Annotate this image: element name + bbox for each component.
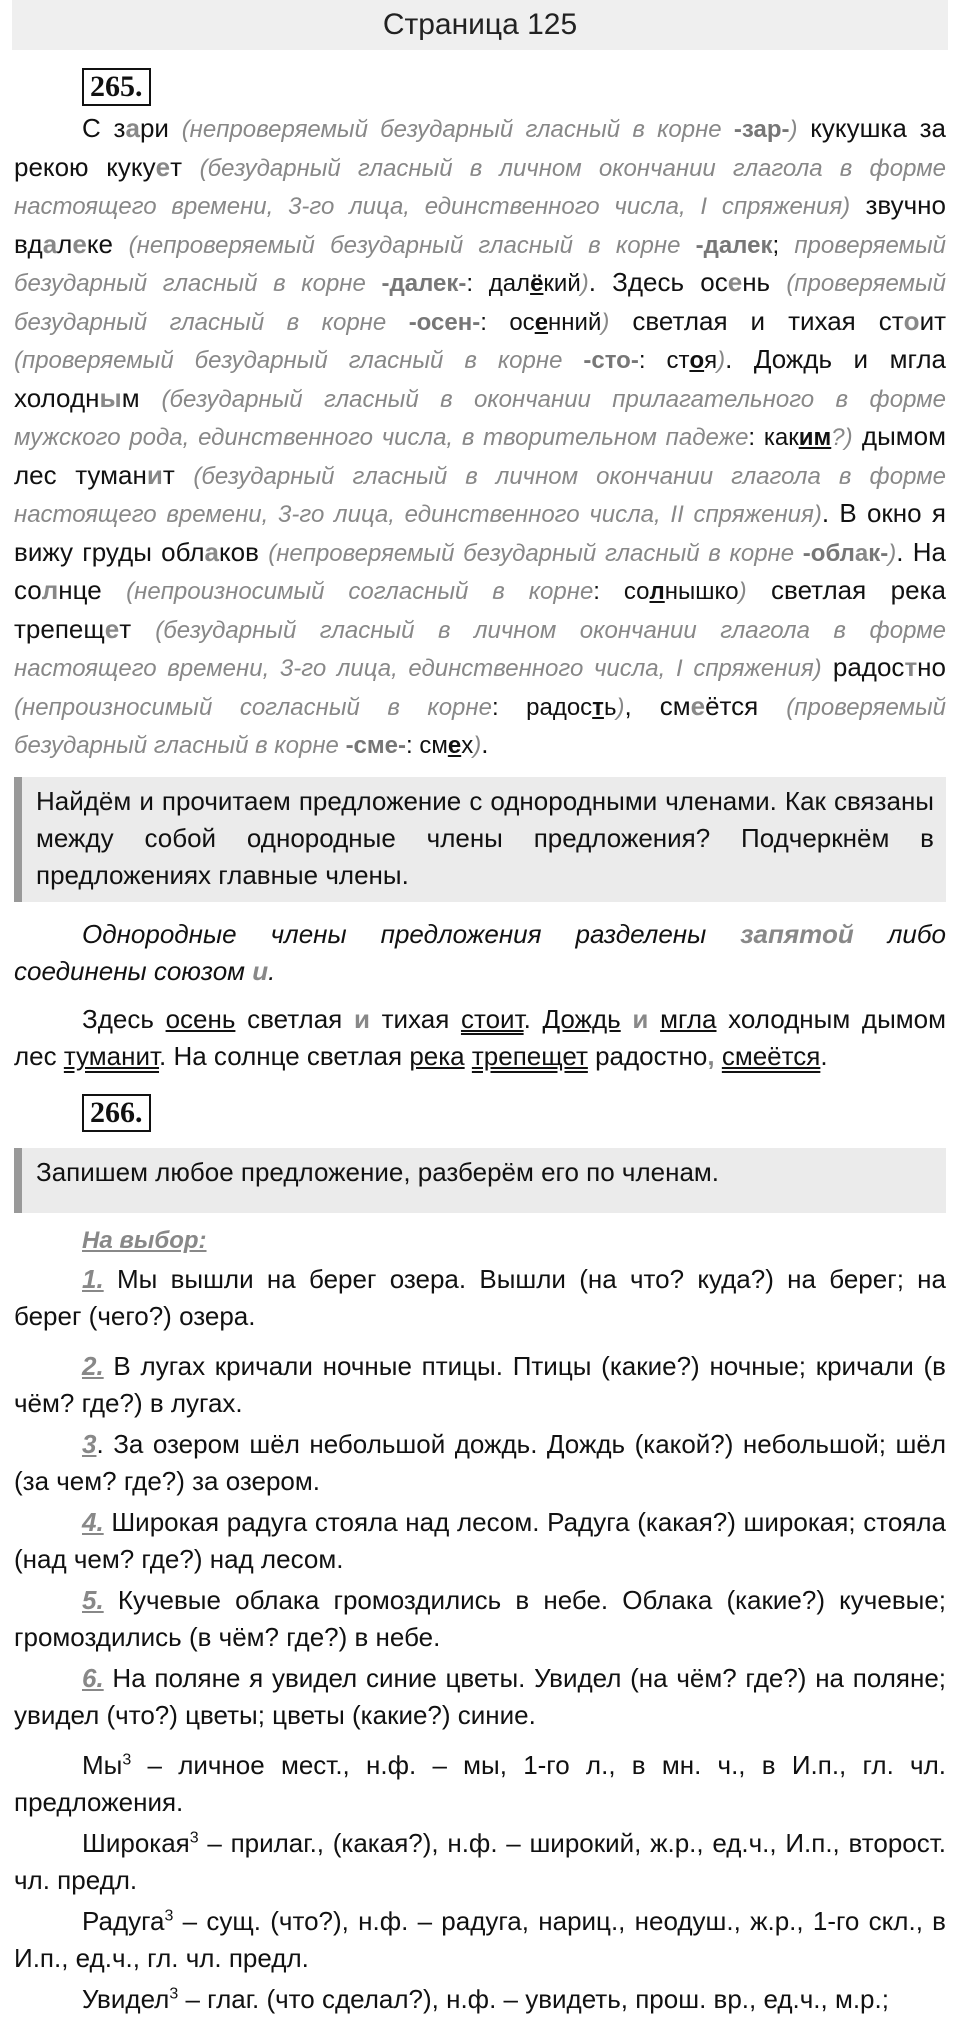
list-item: 5. Кучевые облака громоздились в небе. Облака (какие?) кучевые; громоздились (в чём? где?) в небе. xyxy=(14,1582,946,1657)
parse-line: $Мы^3$ – личное мест., н.ф. – мы, 1-го л., в мн. ч., в И.п., гл. чл. предложения. xyxy=(14,1747,946,1822)
page-title: Страница 125 xyxy=(12,0,948,50)
exercise-number-266: 266. xyxy=(82,1094,151,1132)
list-item: 4. Широкая радуга стояла над лесом. Радуга (какая?) широкая; стояла (над чем? где?) над лесом. xyxy=(14,1504,946,1579)
task-box-265 xyxy=(14,777,946,902)
task-box-266 xyxy=(14,1148,946,1213)
task-text-266: Запишем любое предложение, разберём его по членам. xyxy=(36,1154,934,1191)
list-item: 3. За озером шёл небольшой дождь. Дождь (какой?) небольшой; шёл (за чем? где?) за озером. xyxy=(14,1426,946,1501)
parse-line: Широкая$^3$ – прилаг., (какая?), н.ф. – широкий, ж.р., ед.ч., И.п., второст. чл. предл. xyxy=(14,1825,946,1900)
list-item: 1. Мы вышли на берег озера. Вышли (на что? куда?) на берег; на берег (чего?) озера. xyxy=(14,1261,946,1336)
answer-265: Здесь осень светлая и тихая стоит. Дождь и мгла холодным дымом лес туманит. На солнце светлая река трепещет радостно, смеётся. xyxy=(14,1001,946,1076)
choice-label: На выбор: xyxy=(82,1227,946,1255)
parse-line: Увидел$^3$ – глаг. (что сделал?), н.ф. – увидеть, прош. вр., ед.ч., м.р.; xyxy=(14,1981,946,2018)
exercise-number-265: 265. xyxy=(82,68,151,106)
task-text-265: Найдём и прочитаем предложение с однородными членами. Как связаны между собой однородные члены предложения? Подчеркнём в предложениях главные члены. xyxy=(36,783,934,894)
rule-text: Однородные члены предложения разделены запятой либо соединены союзом и. xyxy=(14,916,946,991)
list-item: 2. В лугах кричали ночные птицы. Птицы (какие?) ночные; кричали (в чём? где?) в лугах. xyxy=(14,1348,946,1423)
exercise-265-text: С зари (непроверяемый безударный гласный в корне -зар-) кукушка за рекою кукует (безударный гласный в личном окончании глагола в форме настоящего времени, 3-го лица, единственного числа, I спряжения) звучно вдалеке (непроверяемый безударный гласный в корне -далек; проверяемый безударный гласный в корне -далек-: далёкий). Здесь осень (проверяемый безударный гласный в корне -осен-: осенний) светлая и тихая стоит (проверяемый безударный гласный в корне -сто-: стоя). Дождь и мгла холодным (безударный гласный в окончании прилагательного в форме мужского рода, единственного числа, в творительном падеже: каким?) дымом лес туманит (безударный гласный в личном окончании глагола в форме настоящего времени, 3-го лица, единственного числа, II спряжения). В окно я вижу груды облаков (непроверяемый безударный гласный в корне -облак-). На солнце (непроизносимый согласный в корне: солнышко) светлая река трепещет (безударный гласный в личном окончании глагола в форме настоящего времени, 3-го лица, единственного числа, I спряжения) радостно (непроизносимый согласный в корне: радость), смеётся (проверяемый безударный гласный в корне -сме-: смех). xyxy=(14,110,946,765)
parse-line: Радуга$^3$ – сущ. (что?), н.ф. – радуга, нариц., неодуш., ж.р., 1-го скл., в И.п., ед.ч., гл. чл. предл. xyxy=(14,1903,946,1978)
list-item: 6. На поляне я увидел синие цветы. Увидел (на чём? где?) на поляне; увидел (что?) цветы; цветы (какие?) синие. xyxy=(14,1660,946,1735)
